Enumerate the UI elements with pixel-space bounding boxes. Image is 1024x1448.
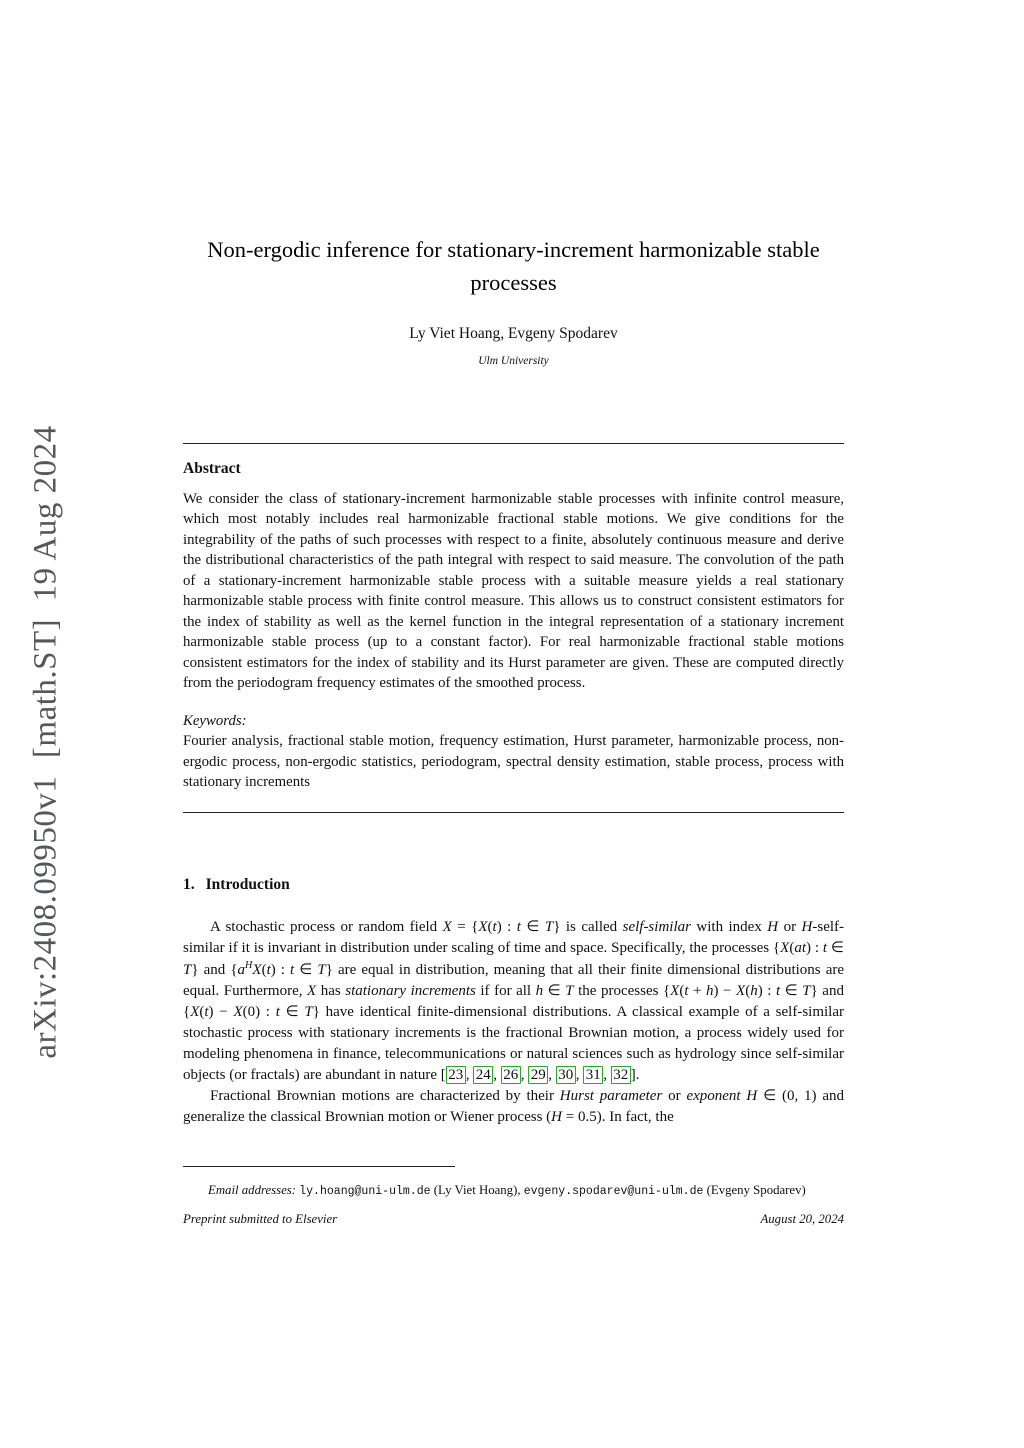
text-run: ) − bbox=[208, 1004, 234, 1020]
text-run: (Ly Viet Hoang), bbox=[430, 1183, 524, 1197]
abstract-section bbox=[183, 443, 844, 813]
text-run: X bbox=[780, 940, 790, 956]
paper-affiliation: Ulm University bbox=[478, 355, 549, 368]
text-run: , bbox=[520, 1067, 529, 1083]
abstract-heading: Abstract bbox=[183, 460, 241, 477]
text-run: Hurst parameter bbox=[559, 1088, 663, 1104]
footnote-section bbox=[183, 1166, 844, 1201]
paper-title: Non-ergodic inference for stationary-increment harmonizable stable processes bbox=[207, 237, 820, 295]
text-run: H bbox=[767, 919, 779, 935]
text-run: ) : bbox=[496, 919, 517, 935]
text-run: X bbox=[478, 919, 488, 935]
keywords-body: Fourier analysis, fractional stable motion, frequency estimation, Hurst parameter, harmonizable process, non-ergodic process, non-ergodic statistics, periodogram, spectral density estimation, stable process, process with stationary increments bbox=[183, 733, 844, 791]
text-run: ) : bbox=[805, 940, 823, 956]
text-run: ( bbox=[745, 983, 751, 999]
text-run: = 0.5). In fact, the bbox=[562, 1109, 674, 1125]
text-run: h bbox=[750, 983, 758, 999]
section-heading bbox=[183, 876, 844, 894]
text-run: ∈ bbox=[827, 940, 844, 956]
text-run: T bbox=[544, 919, 554, 935]
text-run: at bbox=[794, 940, 806, 956]
text-run: exponent bbox=[686, 1088, 741, 1104]
text-run: self-similar bbox=[622, 919, 691, 935]
text-run: Email addresses: bbox=[208, 1183, 300, 1197]
text-run: T bbox=[304, 1004, 313, 1020]
footnote-rule bbox=[183, 1166, 455, 1167]
text-run: t bbox=[822, 940, 828, 956]
citation-link[interactable]: 31 bbox=[583, 1066, 603, 1084]
text-run: } is called bbox=[553, 919, 623, 935]
arxiv-watermark: arXiv:2408.09950v1 [math.ST] 19 Aug 2024 bbox=[27, 425, 64, 1059]
keywords-label: Keywords: bbox=[183, 712, 247, 729]
text-run: ( bbox=[487, 919, 493, 935]
text-run: , bbox=[548, 1067, 556, 1083]
text-run: H bbox=[801, 919, 813, 935]
text-run: H bbox=[551, 1109, 562, 1125]
text-run: or bbox=[662, 1088, 687, 1104]
text-run: t bbox=[204, 1004, 209, 1020]
text-run: t bbox=[684, 983, 689, 999]
text-run: ( bbox=[789, 940, 795, 956]
text-run: (Evgeny Spodarev) bbox=[703, 1183, 806, 1197]
section-number: 1. bbox=[183, 876, 195, 893]
paper-header bbox=[183, 234, 844, 367]
text-run: } and { bbox=[183, 983, 844, 1020]
text-run: t bbox=[275, 1004, 280, 1020]
citation-link[interactable]: 23 bbox=[446, 1066, 466, 1084]
text-run: X bbox=[252, 962, 262, 978]
text-run: (0) : bbox=[242, 1004, 276, 1020]
section-title: Introduction bbox=[205, 876, 290, 893]
citation-link[interactable]: 29 bbox=[528, 1066, 548, 1084]
text-run: T bbox=[565, 983, 574, 999]
text-run: A stochastic process or random field bbox=[210, 919, 443, 935]
text-run: ( bbox=[261, 962, 267, 978]
footer-journal-note: Preprint submitted to Elsevier bbox=[183, 1212, 338, 1226]
text-run: t bbox=[492, 919, 497, 935]
citation-link[interactable]: 30 bbox=[556, 1066, 576, 1084]
footer-date: August 20, 2024 bbox=[760, 1212, 844, 1226]
text-run: H bbox=[245, 960, 253, 971]
text-run: ) : bbox=[757, 983, 776, 999]
text-run: ∈ (0, 1) and generalize the classical Brownian motion or Wiener process ( bbox=[183, 1088, 845, 1125]
intro-paragraph-2 bbox=[183, 1086, 844, 1128]
text-run: , bbox=[575, 1067, 584, 1083]
intro-paragraph-1 bbox=[183, 917, 844, 1086]
text-run: -self-similar if it is invariant in distribution under scaling of time and space. Specifically, the processes { bbox=[183, 919, 845, 956]
text-run: h bbox=[535, 983, 544, 999]
citation-link[interactable]: 26 bbox=[501, 1066, 521, 1084]
text-run: t bbox=[516, 919, 521, 935]
citation-link[interactable]: 24 bbox=[473, 1066, 493, 1084]
text-run: ( bbox=[679, 983, 685, 999]
text-run: if for all bbox=[475, 983, 536, 999]
text-run: ) : bbox=[270, 962, 291, 978]
text-run: ∈ bbox=[279, 1004, 305, 1020]
text-run: Fractional Brownian motions are characterized by their bbox=[210, 1088, 560, 1104]
text-run: X bbox=[736, 983, 746, 999]
text-run: , bbox=[465, 1067, 474, 1083]
text-run: T bbox=[802, 983, 811, 999]
text-run: ( bbox=[199, 1004, 205, 1020]
text-run: t bbox=[266, 962, 271, 978]
keywords-block bbox=[183, 711, 844, 793]
text-run: } are equal in distribution, meaning that all their finite dimensional distributions are equal. Furthermore, bbox=[183, 962, 844, 999]
paper-authors: Ly Viet Hoang, Evgeny Spodarev bbox=[409, 325, 618, 343]
text-run: ) − bbox=[713, 983, 737, 999]
abstract-body: We consider the class of stationary-increment harmonizable stable processes with infinite control measure, which most notably includes real harmonizable fractional stable motions. We give conditions for the integrability of the paths of such processes with respect to a finite, absolutely continuous measure and derive the distributional characteristics of the path integral with respect to said measure. The convolution of the path of a stationary-increment harmonizable stable process with a suitable measure yields a real stationary harmonizable stable process with finite control measure. This allows us to construct consistent estimators for the index of stability as well as the kernel function in the integral representation of a stationary increment harmonizable stable process (up to a constant factor). For real harmonizable fractional stable motions consistent estimators for the index of stability and its Hurst parameter are given. These are computed directly from the periodogram frequency estimates of the smoothed process. bbox=[183, 491, 844, 692]
text-run: h bbox=[706, 983, 714, 999]
text-run: a bbox=[237, 962, 246, 978]
text-run: with index bbox=[690, 919, 768, 935]
text-run: X bbox=[670, 983, 680, 999]
divider-top bbox=[183, 443, 844, 444]
email-link[interactable]: evgeny.spodarev@uni-ulm.de bbox=[523, 1185, 704, 1198]
text-run: } have identical finite-dimensional distributions. A classical example of a self-similar stochastic process with stationary increments is the fractional Brownian motion, a process widely used for modeling phenomena in finance, telecommunications or natural sciences such as hydrology since self-similar objects (or fractals) are abundant in nature [ bbox=[183, 1004, 844, 1083]
text-run: stationary increments bbox=[345, 983, 476, 999]
text-run: ]. bbox=[630, 1067, 640, 1083]
text-run: = { bbox=[451, 919, 479, 935]
introduction-section bbox=[183, 876, 844, 1128]
text-run: ∈ bbox=[780, 983, 803, 999]
text-run: X bbox=[190, 1004, 200, 1020]
text-run: , bbox=[603, 1067, 611, 1083]
text-run: + bbox=[688, 983, 707, 999]
text-run: X bbox=[307, 983, 317, 999]
text-run: T bbox=[317, 962, 326, 978]
text-run: the processes { bbox=[573, 983, 671, 999]
text-run: t bbox=[775, 983, 781, 999]
text-run: ∈ bbox=[294, 962, 318, 978]
text-run: X bbox=[442, 919, 452, 935]
footnote-text bbox=[183, 1181, 844, 1201]
text-run: } and { bbox=[191, 962, 238, 978]
text-run: , bbox=[493, 1067, 501, 1083]
divider-bottom bbox=[183, 812, 844, 813]
email-link[interactable]: ly.hoang@uni-ulm.de bbox=[299, 1185, 431, 1198]
text-run: or bbox=[778, 919, 802, 935]
page-footer bbox=[183, 1212, 844, 1227]
text-run: t bbox=[290, 962, 295, 978]
text-run: ∈ bbox=[520, 919, 545, 935]
citation-link[interactable]: 32 bbox=[611, 1066, 631, 1084]
text-run: has bbox=[316, 983, 346, 999]
text-run: X bbox=[233, 1004, 243, 1020]
text-run: ∈ bbox=[543, 983, 566, 999]
text-run: T bbox=[183, 962, 192, 978]
text-run: H bbox=[746, 1088, 758, 1104]
